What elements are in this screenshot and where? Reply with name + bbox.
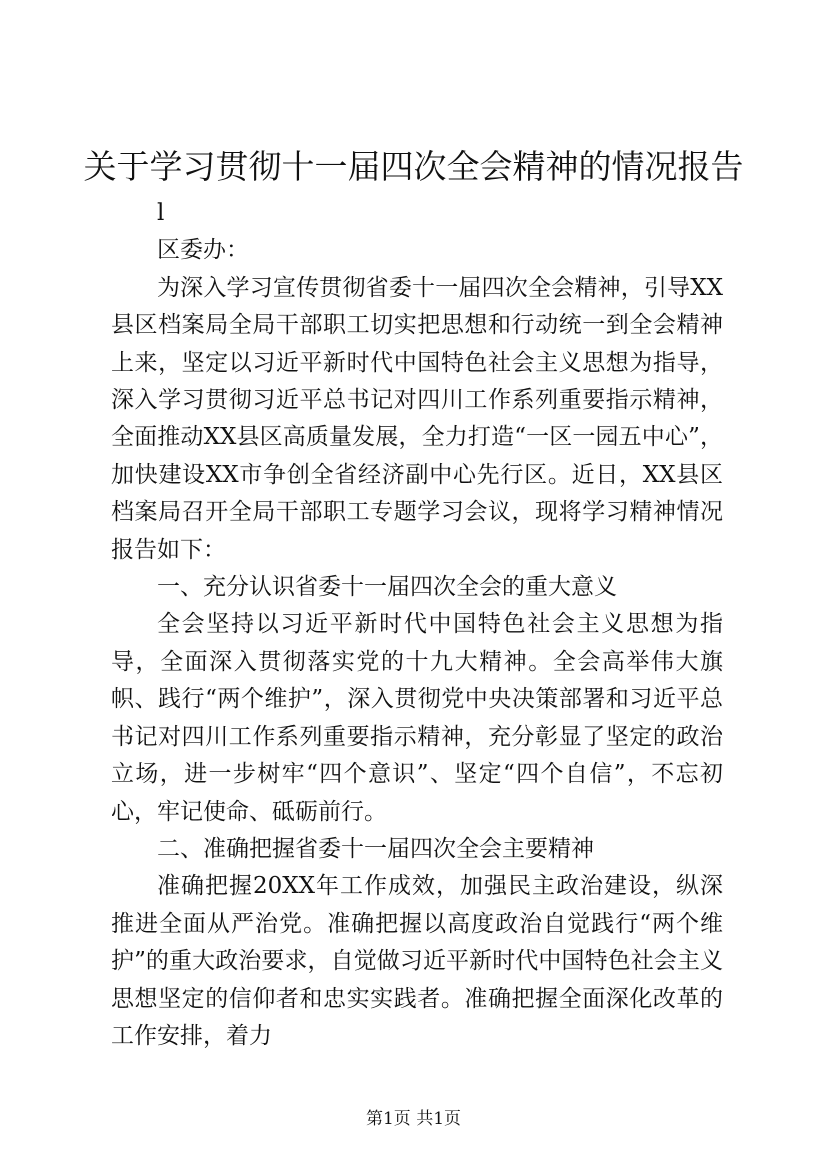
paragraph-salutation: 区委办： [157, 237, 249, 264]
document-title: 关于学习贯彻十一届四次全会精神的情况报告 [83, 147, 744, 186]
page-footer: 第1页 共1页 [365, 1109, 462, 1129]
paragraph-intro: 为深入学习宣传贯彻省委十一届四次全会精神，引导XX县区档案局全局干部职工切实把思想和行动统一到全会精神上来，坚定以习近平新时代中国特色社会主义思想为指导，深入学习贯彻习近平总书记对四川工作系列重要指示精神，全面推动XX县区高质量发展，全力打造“一区一园五中心”，加快建设XX市争创全省经济副中心先行区。近日，XX县区档案局召开全局干部职工专题学习会议，现将学习精神情况报告如下： [111, 274, 723, 563]
paragraph-section-2: 准确把握20XX年工作成效，加强民主政治建设，纵深推进全面从严治党。准确把握以高度政治自觉践行“两个维护”的重大政治要求，自觉做习近平新时代中国特色社会主义思想坚定的信仰者和忠实实践者。准确把握全面深化改革的工作安排，着力 [111, 873, 723, 1049]
paragraph-marker: l [157, 200, 165, 226]
document-body [111, 195, 723, 1055]
section-heading-2: 二、准确把握省委十一届四次全会主要精神 [157, 835, 594, 862]
section-heading-1: 一、充分认识省委十一届四次全会的重大意义 [157, 574, 617, 601]
paragraph-section-1: 全会坚持以习近平新时代中国特色社会主义思想为指导，全面深入贯彻落实党的十九大精神。全会高举伟大旗帜、践行“两个维护”，深入贯彻党中央决策部署和习近平总书记对四川工作系列重要指示精神，充分彰显了坚定的政治立场，进一步树牢“四个意识”、坚定“四个自信”，不忘初心，牢记使命、砥砺前行。 [111, 611, 723, 825]
